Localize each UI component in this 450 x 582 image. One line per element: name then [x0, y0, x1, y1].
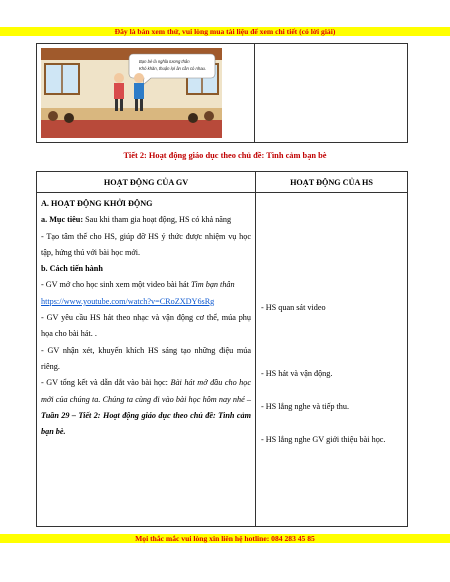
method-title: b. Cách tiến hành — [41, 264, 103, 274]
header-teacher-activity: HOẠT ĐỘNG CỦA GV — [37, 172, 256, 193]
illustration-table — [36, 43, 408, 143]
gv-step-1: - GV mở cho học sinh xem một video bài hát Tìm bạn thân https://www.youtube.com/watch?v=CRoZXDY6sRg — [41, 280, 235, 306]
empty-cell — [255, 44, 408, 143]
hotline-banner: Mọi thắc mắc vui lòng xin liên hệ hotline: 084 283 45 85 — [0, 534, 450, 543]
goal-paragraph: a. Mục tiêu: Sau khi tham gia hoạt động, HS có khả năng — [41, 215, 232, 225]
student-activity-cell — [256, 193, 408, 527]
classroom-illustration — [41, 48, 222, 138]
header-student-activity: HOẠT ĐỘNG CỦA HS — [256, 172, 408, 193]
gv-step-3: - GV nhận xét, khuyến khích HS sáng tạo những điệu múa riêng. — [41, 345, 251, 371]
preview-notice-banner: Đây là bản xem thử, vui lòng mua tài liệu để xem chi tiết (có lời giải) — [0, 27, 450, 36]
classroom-scene-image — [41, 48, 222, 138]
hs-step-4: - HS lắng nghe GV giới thiệu bài học. — [261, 435, 386, 444]
hs-step-3: - HS lắng nghe và tiếp thu. — [261, 402, 349, 411]
caption-line-2: Khó khăn, thuận lợi ân cần có nhau. — [139, 66, 207, 71]
gv-step-4: - GV tổng kết và dẫn dắt vào bài học: Bài hát mở đầu cho học mới của chúng ta. Chúng ta cùng đi vào bài học hôm nay nhé – Tuần 29 – Tiết 2: Hoạt động giáo dục theo chủ đề: Tình cảm bạn bè. — [41, 378, 251, 437]
hs-step-2: - HS hát và vận động. — [261, 369, 333, 378]
hs-step-1: - HS quan sát video — [261, 303, 326, 312]
gv-step-2: - GV yêu cầu HS hát theo nhạc và vận động cơ thể, múa phụ họa cho bài hát. . — [41, 313, 251, 339]
activity-table — [36, 171, 408, 527]
goal-bullet: - Tạo tâm thế cho HS, giúp đỡ HS ý thức được nhiệm vụ học tập, hứng thú với bài học mới. — [41, 231, 251, 257]
caption-line-1: Bạn bè là nghĩa tương thân — [139, 59, 190, 64]
video-link[interactable]: https://www.youtube.com/watch?v=CRoZXDY6sRg — [41, 296, 215, 306]
teacher-activity-cell — [37, 193, 256, 527]
section-title: A. HOẠT ĐỘNG KHỞI ĐỘNG — [41, 199, 153, 208]
illustration-cell — [37, 44, 255, 143]
lesson-title: Tiết 2: Hoạt động giáo dục theo chủ đề: Tình cảm bạn bè — [123, 151, 327, 160]
